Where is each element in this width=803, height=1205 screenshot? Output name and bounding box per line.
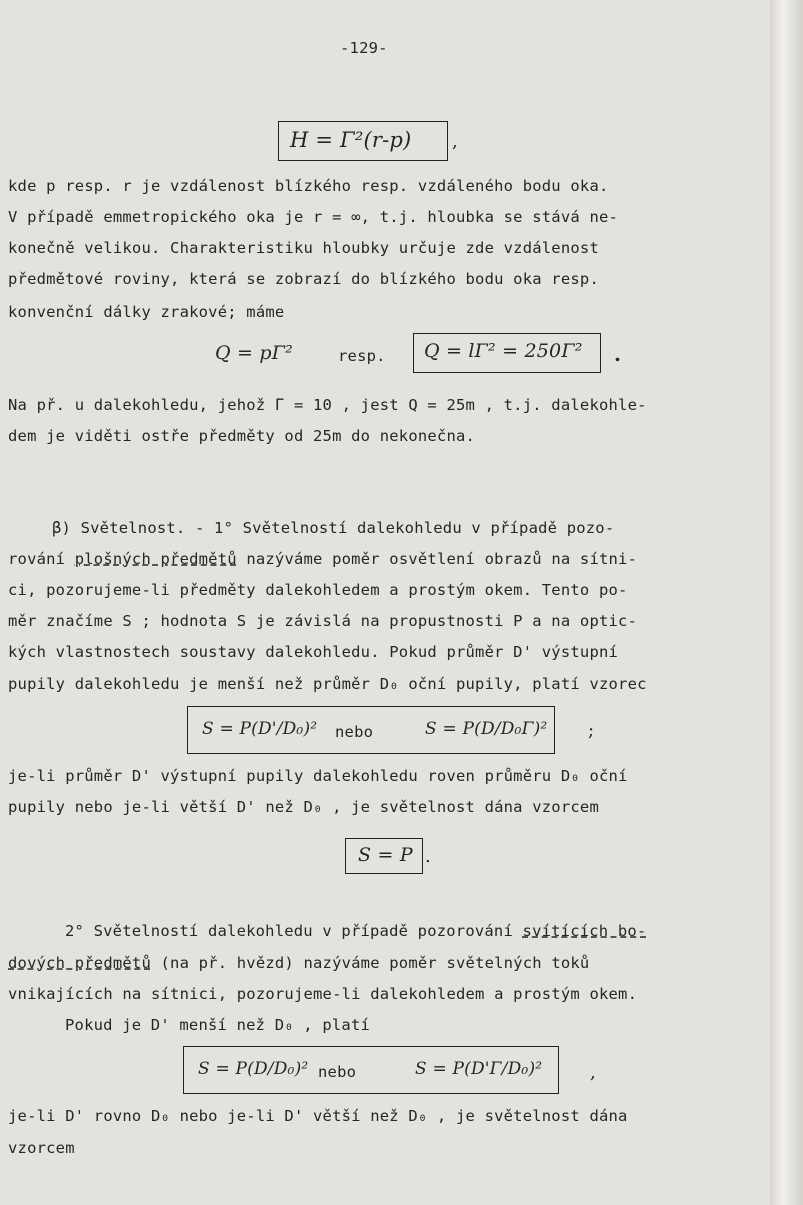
formula-s1a: S = P(D'/D₀)² [202, 719, 318, 739]
text-line: dových předmětů (na př. hvězd) nazýváme poměr světelných toků [8, 954, 590, 972]
formula-q-left: Q = pΓ² [215, 342, 293, 364]
formula-s1-semicolon: ; [588, 720, 595, 741]
text-line: pupily dalekohledu je menší než průměr D₀ oční pupily, platí vzorec [8, 675, 647, 693]
formula-h-comma: , [452, 131, 458, 152]
formula-q-period: . [614, 342, 622, 366]
page-number: -129- [340, 39, 388, 57]
text-nebo: nebo [318, 1063, 357, 1081]
text-nebo: nebo [335, 723, 374, 741]
text-line: kde p resp. r je vzdálenost blízkého resp. vzdáleného bodu oka. [8, 177, 609, 195]
text-line: předmětové roviny, která se zobrazí do blízkého bodu oka resp. [8, 270, 599, 288]
text-line: pupily nebo je-li větší D' než D₀ , je světelnost dána vzorcem [8, 798, 599, 816]
formula-h: H = Γ²(r-p) [290, 128, 412, 152]
text-line: vzorcem [8, 1139, 75, 1157]
text-line: 2° Světelností dalekohledu v případě pozorování svítících bo- [65, 922, 647, 940]
text-resp: resp. [338, 347, 386, 365]
formula-s-eq-p-period: . [425, 846, 431, 867]
formula-s2-comma: , [590, 1062, 596, 1083]
text-line: ci, pozorujeme-li předměty dalekohledem a prostým okem. Tento po- [8, 581, 628, 599]
formula-s1b: S = P(D/D₀Γ)² [425, 719, 548, 739]
text-line: β) Světelnost. - 1° Světelností dalekohledu v případě pozo- [52, 519, 615, 537]
text-line: konvenční dálky zrakové; máme [8, 303, 285, 321]
formula-q-box: Q = lΓ² = 250Γ² [424, 340, 583, 362]
formula-s-eq-p: S = P [358, 844, 413, 866]
text-line: Na př. u dalekohledu, jehož Γ = 10 , jest Q = 25m , t.j. dalekohle- [8, 396, 647, 414]
page-right-edge [770, 0, 803, 1205]
formula-s2a: S = P(D/D₀)² [198, 1059, 309, 1079]
text-line: V případě emmetropického oka je r = ∞, t.j. hloubka se stává ne- [8, 208, 619, 226]
text-line: rování plošných předmětů nazýváme poměr osvětlení obrazů na sítni- [8, 550, 638, 568]
text-line: Pokud je D' menší než D₀ , platí [65, 1016, 371, 1034]
text-line: měr značíme S ; hodnota S je závislá na propustnosti P a na optic- [8, 612, 638, 630]
formula-s2b: S = P(D'Γ/D₀)² [415, 1059, 543, 1079]
text-line: vnikajících na sítnici, pozorujeme-li dalekohledem a prostým okem. [8, 985, 638, 1003]
text-line: je-li průměr D' výstupní pupily dalekohledu roven průměru D₀ oční [8, 767, 628, 785]
text-line: dem je viděti ostře předměty od 25m do nekonečna. [8, 427, 476, 445]
text-line: konečně velikou. Charakteristiku hloubky určuje zde vzdálenost [8, 239, 599, 257]
text-line: kých vlastnostech soustavy dalekohledu. Pokud průměr D' výstupní [8, 643, 619, 661]
text-line: je-li D' rovno D₀ nebo je-li D' větší než D₀ , je světelnost dána [8, 1107, 628, 1125]
